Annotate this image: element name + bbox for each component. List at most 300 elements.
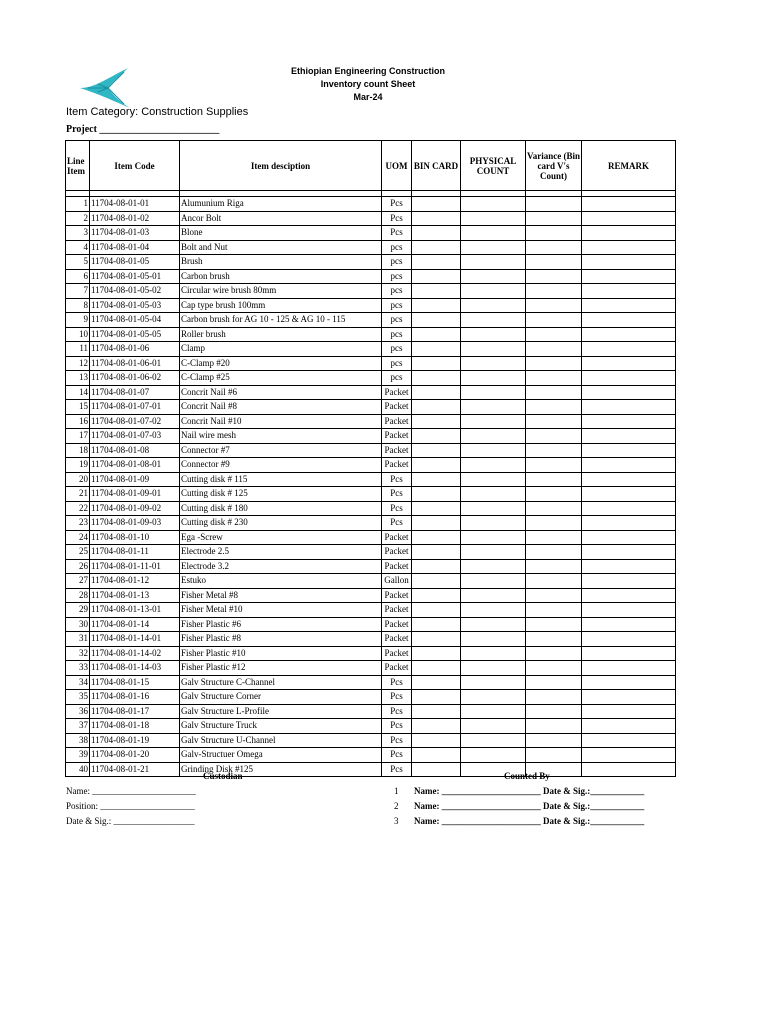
item-code-cell: 11704-08-01-09-02 xyxy=(90,501,180,516)
counted-by-title: Counted By xyxy=(504,771,550,781)
physical-count-cell[interactable] xyxy=(461,690,526,705)
variance-cell[interactable] xyxy=(526,269,582,284)
physical-count-cell[interactable] xyxy=(461,559,526,574)
remark-cell[interactable] xyxy=(582,240,676,255)
item-description-cell: Fisher Plastic #6 xyxy=(180,617,382,632)
uom-cell: Packet xyxy=(382,545,412,560)
physical-count-cell[interactable] xyxy=(461,356,526,371)
item-description-cell: C-Clamp #25 xyxy=(180,371,382,386)
remark-cell[interactable] xyxy=(582,226,676,241)
table-row xyxy=(66,240,676,255)
bin-card-cell[interactable] xyxy=(412,530,461,545)
table-row xyxy=(66,298,676,313)
physical-count-cell[interactable] xyxy=(461,414,526,429)
physical-count-cell[interactable] xyxy=(461,603,526,618)
physical-count-cell[interactable] xyxy=(461,400,526,415)
bin-card-cell[interactable] xyxy=(412,211,461,226)
bin-card-cell[interactable] xyxy=(412,255,461,270)
physical-count-cell[interactable] xyxy=(461,342,526,357)
line-item-cell: 18 xyxy=(66,443,90,458)
bin-card-cell[interactable] xyxy=(412,298,461,313)
item-description-cell: Galv Structure C-Channel xyxy=(180,675,382,690)
remark-cell[interactable] xyxy=(582,719,676,734)
bin-card-cell[interactable] xyxy=(412,632,461,647)
custodian-name-field[interactable]: Name: _______________________ xyxy=(66,786,196,796)
table-row xyxy=(66,530,676,545)
variance-cell[interactable] xyxy=(526,443,582,458)
physical-count-cell[interactable] xyxy=(461,501,526,516)
physical-count-cell[interactable] xyxy=(461,298,526,313)
column-header: Item Code xyxy=(90,141,180,191)
item-code-cell: 11704-08-01-17 xyxy=(90,704,180,719)
uom-cell: Pcs xyxy=(382,704,412,719)
variance-cell[interactable] xyxy=(526,719,582,734)
item-description-cell: Roller brush xyxy=(180,327,382,342)
remark-cell[interactable] xyxy=(582,661,676,676)
bin-card-cell[interactable] xyxy=(412,240,461,255)
remark-cell[interactable] xyxy=(582,516,676,531)
bin-card-cell[interactable] xyxy=(412,748,461,763)
company-name: Ethiopian Engineering Construction xyxy=(291,66,445,76)
line-item-cell: 16 xyxy=(66,414,90,429)
bin-card-cell[interactable] xyxy=(412,313,461,328)
uom-cell: Pcs xyxy=(382,516,412,531)
physical-count-cell[interactable] xyxy=(461,458,526,473)
variance-cell[interactable] xyxy=(526,487,582,502)
line-item-cell: 12 xyxy=(66,356,90,371)
variance-cell[interactable] xyxy=(526,371,582,386)
remark-cell[interactable] xyxy=(582,501,676,516)
bin-card-cell[interactable] xyxy=(412,588,461,603)
uom-cell: pcs xyxy=(382,269,412,284)
bin-card-cell[interactable] xyxy=(412,603,461,618)
bin-card-cell[interactable] xyxy=(412,661,461,676)
counter-name-sig-field[interactable]: Name: ______________________ Date & Sig.:____________ xyxy=(414,801,645,811)
variance-cell[interactable] xyxy=(526,414,582,429)
uom-cell: pcs xyxy=(382,240,412,255)
line-item-cell: 26 xyxy=(66,559,90,574)
table-row xyxy=(66,472,676,487)
line-item-cell: 34 xyxy=(66,675,90,690)
remark-cell[interactable] xyxy=(582,269,676,284)
item-code-cell: 11704-08-01-04 xyxy=(90,240,180,255)
line-item-cell: 37 xyxy=(66,719,90,734)
uom-cell: Pcs xyxy=(382,472,412,487)
remark-cell[interactable] xyxy=(582,414,676,429)
variance-cell[interactable] xyxy=(526,356,582,371)
variance-cell[interactable] xyxy=(526,501,582,516)
item-description-cell: Connector #9 xyxy=(180,458,382,473)
item-code-cell: 11704-08-01-20 xyxy=(90,748,180,763)
physical-count-cell[interactable] xyxy=(461,211,526,226)
table-row xyxy=(66,675,676,690)
column-header: Item desciption xyxy=(180,141,382,191)
uom-cell: Packet xyxy=(382,632,412,647)
bin-card-cell[interactable] xyxy=(412,226,461,241)
remark-cell[interactable] xyxy=(582,400,676,415)
physical-count-cell[interactable] xyxy=(461,530,526,545)
line-item-cell: 30 xyxy=(66,617,90,632)
line-item-cell: 3 xyxy=(66,226,90,241)
uom-cell: Packet xyxy=(382,530,412,545)
remark-cell[interactable] xyxy=(582,574,676,589)
physical-count-cell[interactable] xyxy=(461,197,526,212)
physical-count-cell[interactable] xyxy=(461,385,526,400)
variance-cell[interactable] xyxy=(526,661,582,676)
variance-cell[interactable] xyxy=(526,255,582,270)
remark-cell[interactable] xyxy=(582,603,676,618)
uom-cell: Pcs xyxy=(382,762,412,777)
item-description-cell: Estuko xyxy=(180,574,382,589)
line-item-cell: 1 xyxy=(66,197,90,212)
variance-cell[interactable] xyxy=(526,197,582,212)
bin-card-cell[interactable] xyxy=(412,400,461,415)
bin-card-cell[interactable] xyxy=(412,385,461,400)
item-code-cell: 11704-08-01-01 xyxy=(90,197,180,212)
item-description-cell: Brush xyxy=(180,255,382,270)
uom-cell: pcs xyxy=(382,342,412,357)
physical-count-cell[interactable] xyxy=(461,371,526,386)
item-description-cell: Carbon brush xyxy=(180,269,382,284)
uom-cell: pcs xyxy=(382,255,412,270)
remark-cell[interactable] xyxy=(582,284,676,299)
item-code-cell: 11704-08-01-03 xyxy=(90,226,180,241)
remark-cell[interactable] xyxy=(582,690,676,705)
remark-cell[interactable] xyxy=(582,472,676,487)
counter-name-sig-field[interactable]: Name: ______________________ Date & Sig.:____________ xyxy=(414,816,645,826)
variance-cell[interactable] xyxy=(526,298,582,313)
variance-cell[interactable] xyxy=(526,240,582,255)
table-row xyxy=(66,269,676,284)
item-code-cell: 11704-08-01-18 xyxy=(90,719,180,734)
bin-card-cell[interactable] xyxy=(412,458,461,473)
remark-cell[interactable] xyxy=(582,704,676,719)
bin-card-cell[interactable] xyxy=(412,429,461,444)
item-code-cell: 11704-08-01-14-03 xyxy=(90,661,180,676)
physical-count-cell[interactable] xyxy=(461,748,526,763)
physical-count-cell[interactable] xyxy=(461,269,526,284)
remark-cell[interactable] xyxy=(582,197,676,212)
uom-cell: Pcs xyxy=(382,748,412,763)
physical-count-cell[interactable] xyxy=(461,574,526,589)
bin-card-cell[interactable] xyxy=(412,675,461,690)
variance-cell[interactable] xyxy=(526,617,582,632)
physical-count-cell[interactable] xyxy=(461,443,526,458)
bin-card-cell[interactable] xyxy=(412,733,461,748)
variance-cell[interactable] xyxy=(526,574,582,589)
uom-cell: Packet xyxy=(382,400,412,415)
remark-cell[interactable] xyxy=(582,748,676,763)
remark-cell[interactable] xyxy=(582,588,676,603)
physical-count-cell[interactable] xyxy=(461,487,526,502)
table-row xyxy=(66,661,676,676)
physical-count-cell[interactable] xyxy=(461,632,526,647)
item-code-cell: 11704-08-01-06-01 xyxy=(90,356,180,371)
bin-card-cell[interactable] xyxy=(412,704,461,719)
remark-cell[interactable] xyxy=(582,298,676,313)
item-code-cell: 11704-08-01-10 xyxy=(90,530,180,545)
item-code-cell: 11704-08-01-05 xyxy=(90,255,180,270)
uom-cell: Packet xyxy=(382,661,412,676)
bin-card-cell[interactable] xyxy=(412,356,461,371)
line-item-cell: 35 xyxy=(66,690,90,705)
remark-cell[interactable] xyxy=(582,371,676,386)
variance-cell[interactable] xyxy=(526,588,582,603)
custodian-position-field[interactable]: Position: _____________________ xyxy=(66,801,195,811)
bin-card-cell[interactable] xyxy=(412,284,461,299)
table-row xyxy=(66,458,676,473)
uom-cell: Packet xyxy=(382,588,412,603)
variance-cell[interactable] xyxy=(526,545,582,560)
variance-cell[interactable] xyxy=(526,603,582,618)
line-item-cell: 31 xyxy=(66,632,90,647)
remark-cell[interactable] xyxy=(582,632,676,647)
remark-cell[interactable] xyxy=(582,255,676,270)
variance-cell[interactable] xyxy=(526,646,582,661)
table-row xyxy=(66,762,676,777)
variance-cell[interactable] xyxy=(526,429,582,444)
physical-count-cell[interactable] xyxy=(461,226,526,241)
physical-count-cell[interactable] xyxy=(461,429,526,444)
uom-cell: Pcs xyxy=(382,719,412,734)
bin-card-cell[interactable] xyxy=(412,487,461,502)
remark-cell[interactable] xyxy=(582,646,676,661)
item-code-cell: 11704-08-01-19 xyxy=(90,733,180,748)
variance-cell[interactable] xyxy=(526,632,582,647)
variance-cell[interactable] xyxy=(526,675,582,690)
column-header: UOM xyxy=(382,141,412,191)
variance-cell[interactable] xyxy=(526,559,582,574)
uom-cell: Pcs xyxy=(382,690,412,705)
physical-count-cell[interactable] xyxy=(461,588,526,603)
custodian-date-sig-field[interactable]: Date & Sig.: __________________ xyxy=(66,816,195,826)
variance-cell[interactable] xyxy=(526,327,582,342)
item-description-cell: Fisher Plastic #12 xyxy=(180,661,382,676)
item-description-cell: Electrode 2.5 xyxy=(180,545,382,560)
variance-cell[interactable] xyxy=(526,342,582,357)
variance-cell[interactable] xyxy=(526,516,582,531)
line-item-cell: 17 xyxy=(66,429,90,444)
table-row xyxy=(66,646,676,661)
line-item-cell: 8 xyxy=(66,298,90,313)
remark-cell[interactable] xyxy=(582,211,676,226)
bin-card-cell[interactable] xyxy=(412,617,461,632)
line-item-cell: 25 xyxy=(66,545,90,560)
table-row xyxy=(66,284,676,299)
bin-card-cell[interactable] xyxy=(412,762,461,777)
line-item-cell: 39 xyxy=(66,748,90,763)
item-code-cell: 11704-08-01-07 xyxy=(90,385,180,400)
line-item-cell: 29 xyxy=(66,603,90,618)
line-item-cell: 5 xyxy=(66,255,90,270)
remark-cell[interactable] xyxy=(582,545,676,560)
column-header: Variance (Bin card V's Count) xyxy=(526,141,582,191)
remark-cell[interactable] xyxy=(582,675,676,690)
remark-cell[interactable] xyxy=(582,443,676,458)
uom-cell: pcs xyxy=(382,356,412,371)
uom-cell: Packet xyxy=(382,414,412,429)
item-code-cell: 11704-08-01-07-03 xyxy=(90,429,180,444)
item-code-cell: 11704-08-01-05-02 xyxy=(90,284,180,299)
uom-cell: Packet xyxy=(382,443,412,458)
uom-cell: Pcs xyxy=(382,197,412,212)
variance-cell[interactable] xyxy=(526,284,582,299)
remark-cell[interactable] xyxy=(582,530,676,545)
line-item-cell: 4 xyxy=(66,240,90,255)
table-row xyxy=(66,255,676,270)
item-category: Item Category: Construction Supplies xyxy=(66,106,249,118)
item-code-cell: 11704-08-01-11 xyxy=(90,545,180,560)
variance-cell[interactable] xyxy=(526,226,582,241)
physical-count-cell[interactable] xyxy=(461,472,526,487)
physical-count-cell[interactable] xyxy=(461,284,526,299)
remark-cell[interactable] xyxy=(582,313,676,328)
item-code-cell: 11704-08-01-08 xyxy=(90,443,180,458)
bin-card-cell[interactable] xyxy=(412,690,461,705)
table-row xyxy=(66,690,676,705)
bin-card-cell[interactable] xyxy=(412,371,461,386)
physical-count-cell[interactable] xyxy=(461,719,526,734)
line-item-cell: 7 xyxy=(66,284,90,299)
physical-count-cell[interactable] xyxy=(461,617,526,632)
physical-count-cell[interactable] xyxy=(461,255,526,270)
bin-card-cell[interactable] xyxy=(412,472,461,487)
item-description-cell: Electrode 3.2 xyxy=(180,559,382,574)
uom-cell: pcs xyxy=(382,284,412,299)
variance-cell[interactable] xyxy=(526,748,582,763)
variance-cell[interactable] xyxy=(526,530,582,545)
table-row xyxy=(66,226,676,241)
line-item-cell: 2 xyxy=(66,211,90,226)
table-row xyxy=(66,704,676,719)
table-row xyxy=(66,617,676,632)
line-item-cell: 11 xyxy=(66,342,90,357)
remark-cell[interactable] xyxy=(582,559,676,574)
item-description-cell: Galv Structure Corner xyxy=(180,690,382,705)
uom-cell: pcs xyxy=(382,371,412,386)
item-code-cell: 11704-08-01-16 xyxy=(90,690,180,705)
uom-cell: Pcs xyxy=(382,487,412,502)
remark-cell[interactable] xyxy=(582,342,676,357)
project-field[interactable]: Project ________________________ xyxy=(66,124,220,135)
bin-card-cell[interactable] xyxy=(412,501,461,516)
bin-card-cell[interactable] xyxy=(412,197,461,212)
table-row xyxy=(66,429,676,444)
bin-card-cell[interactable] xyxy=(412,646,461,661)
remark-cell[interactable] xyxy=(582,762,676,777)
uom-cell: Packet xyxy=(382,646,412,661)
physical-count-cell[interactable] xyxy=(461,704,526,719)
bin-card-cell[interactable] xyxy=(412,719,461,734)
variance-cell[interactable] xyxy=(526,690,582,705)
remark-cell[interactable] xyxy=(582,487,676,502)
counter-name-sig-field[interactable]: Name: ______________________ Date & Sig.:____________ xyxy=(414,786,645,796)
variance-cell[interactable] xyxy=(526,472,582,487)
item-code-cell: 11704-08-01-12 xyxy=(90,574,180,589)
table-row xyxy=(66,414,676,429)
line-item-cell: 10 xyxy=(66,327,90,342)
variance-cell[interactable] xyxy=(526,458,582,473)
item-description-cell: C-Clamp #20 xyxy=(180,356,382,371)
item-description-cell: Clamp xyxy=(180,342,382,357)
uom-cell: Pcs xyxy=(382,501,412,516)
physical-count-cell[interactable] xyxy=(461,313,526,328)
variance-cell[interactable] xyxy=(526,733,582,748)
variance-cell[interactable] xyxy=(526,400,582,415)
remark-cell[interactable] xyxy=(582,458,676,473)
item-description-cell: Galv-Structuer Omega xyxy=(180,748,382,763)
table-row xyxy=(66,603,676,618)
table-row xyxy=(66,574,676,589)
variance-cell[interactable] xyxy=(526,211,582,226)
physical-count-cell[interactable] xyxy=(461,327,526,342)
item-code-cell: 11704-08-01-21 xyxy=(90,762,180,777)
bin-card-cell[interactable] xyxy=(412,327,461,342)
remark-cell[interactable] xyxy=(582,385,676,400)
bin-card-cell[interactable] xyxy=(412,269,461,284)
item-description-cell: Fisher Plastic #10 xyxy=(180,646,382,661)
table-row xyxy=(66,443,676,458)
item-description-cell: Connector #7 xyxy=(180,443,382,458)
remark-cell[interactable] xyxy=(582,429,676,444)
item-code-cell: 11704-08-01-06-02 xyxy=(90,371,180,386)
uom-cell: Packet xyxy=(382,617,412,632)
item-code-cell: 11704-08-01-14-02 xyxy=(90,646,180,661)
physical-count-cell[interactable] xyxy=(461,733,526,748)
item-code-cell: 11704-08-01-05-04 xyxy=(90,313,180,328)
bin-card-cell[interactable] xyxy=(412,443,461,458)
remark-cell[interactable] xyxy=(582,617,676,632)
counter-number: 3 xyxy=(394,816,399,826)
bin-card-cell[interactable] xyxy=(412,516,461,531)
bin-card-cell[interactable] xyxy=(412,414,461,429)
remark-cell[interactable] xyxy=(582,733,676,748)
item-description-cell: Concrit Nail #8 xyxy=(180,400,382,415)
variance-cell[interactable] xyxy=(526,704,582,719)
table-row xyxy=(66,733,676,748)
item-code-cell: 11704-08-01-14 xyxy=(90,617,180,632)
item-description-cell: Galv Structure Truck xyxy=(180,719,382,734)
item-code-cell: 11704-08-01-02 xyxy=(90,211,180,226)
uom-cell: Packet xyxy=(382,559,412,574)
item-code-cell: 11704-08-01-05-01 xyxy=(90,269,180,284)
item-code-cell: 11704-08-01-05-03 xyxy=(90,298,180,313)
item-description-cell: Ancor Bolt xyxy=(180,211,382,226)
item-code-cell: 11704-08-01-09-01 xyxy=(90,487,180,502)
counter-number: 1 xyxy=(394,786,399,796)
bin-card-cell[interactable] xyxy=(412,574,461,589)
item-code-cell: 11704-08-01-09-03 xyxy=(90,516,180,531)
remark-cell[interactable] xyxy=(582,356,676,371)
physical-count-cell[interactable] xyxy=(461,516,526,531)
variance-cell[interactable] xyxy=(526,385,582,400)
remark-cell[interactable] xyxy=(582,327,676,342)
variance-cell[interactable] xyxy=(526,313,582,328)
bin-card-cell[interactable] xyxy=(412,545,461,560)
line-item-cell: 20 xyxy=(66,472,90,487)
line-item-cell: 9 xyxy=(66,313,90,328)
item-code-cell: 11704-08-01-14-01 xyxy=(90,632,180,647)
physical-count-cell[interactable] xyxy=(461,240,526,255)
physical-count-cell[interactable] xyxy=(461,675,526,690)
bin-card-cell[interactable] xyxy=(412,342,461,357)
physical-count-cell[interactable] xyxy=(461,661,526,676)
physical-count-cell[interactable] xyxy=(461,545,526,560)
table-row xyxy=(66,545,676,560)
table-row xyxy=(66,327,676,342)
bin-card-cell[interactable] xyxy=(412,559,461,574)
physical-count-cell[interactable] xyxy=(461,646,526,661)
